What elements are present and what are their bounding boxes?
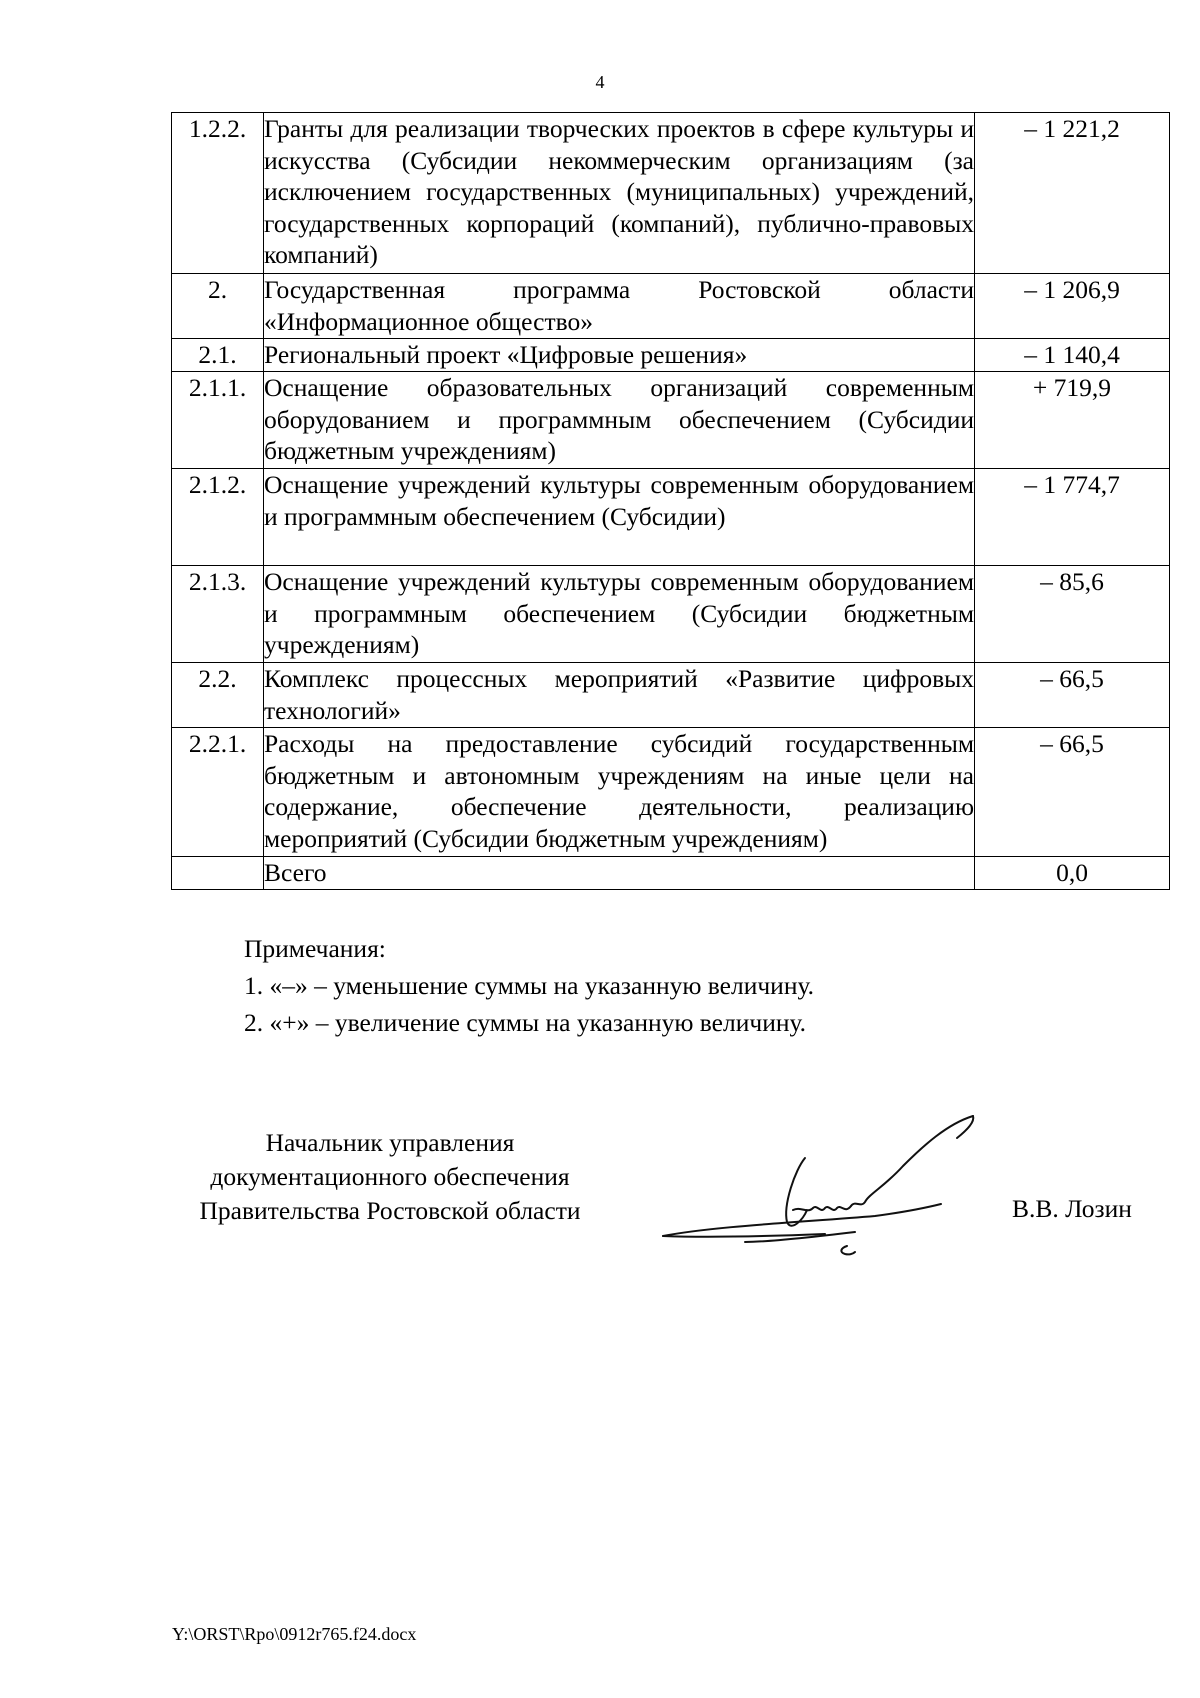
row-number: 1.2.2. [172,113,264,274]
table-row [172,372,1170,469]
row-description: Всего [264,857,975,890]
signatory-line: Правительства Ростовской области [199,1196,581,1225]
file-path-footer: Y:\ORST\Rpo\0912r765.f24.docx [172,1624,417,1644]
row-description: Комплекс процессных мероприятий «Развитие цифровых технологий» [264,663,975,728]
table-row [172,566,1170,663]
row-value: – 1 206,9 [975,274,1170,339]
row-description: Региональный проект «Цифровые решения» [264,339,975,372]
notes-section [244,930,814,1041]
row-number: 2.2. [172,663,264,728]
table-row-total [172,857,1170,890]
row-value: – 85,6 [975,566,1170,663]
row-value: – 66,5 [975,728,1170,857]
table-row [172,663,1170,728]
row-value: – 1 221,2 [975,113,1170,274]
signatory-position [160,1126,620,1228]
signatory-line: документационного обеспечения [210,1162,570,1191]
row-number: 2.1.1. [172,372,264,469]
row-number: 2.1.3. [172,566,264,663]
budget-table [171,112,1170,890]
note-item: 2. «+» – увеличение суммы на указанную величину. [244,1008,807,1037]
notes-title: Примечания: [244,934,386,963]
signatory-line: Начальник управления [265,1128,515,1157]
row-description: Оснащение учреждений культуры современным оборудованием и программным обеспечением (Субсидии) [264,469,975,566]
page-number: 4 [595,72,605,92]
table-row [172,728,1170,857]
table-row [172,113,1170,274]
table-row [172,274,1170,339]
row-description: Расходы на предоставление субсидий государственным бюджетным и автономным учреждениям на иные цели на содержание, обеспечение деятельности, реализацию мероприятий (Субсидии бюджетным учреждениям) [264,728,975,857]
table-row [172,469,1170,566]
row-number: 2.1.2. [172,469,264,566]
row-description: Оснащение учреждений культуры современным оборудованием и программным обеспечением (Субсидии бюджетным учреждениям) [264,566,975,663]
row-description: Оснащение образовательных организаций современным оборудованием и программным обеспечением (Субсидии бюджетным учреждениям) [264,372,975,469]
row-value: + 719,9 [975,372,1170,469]
row-value: – 1 774,7 [975,469,1170,566]
row-number [172,857,264,890]
row-value: – 66,5 [975,663,1170,728]
row-number: 2.2.1. [172,728,264,857]
signatory-name: В.В. Лозин [1012,1194,1132,1223]
table-row [172,339,1170,372]
note-item: 1. «–» – уменьшение суммы на указанную величину. [244,971,815,1000]
row-value: 0,0 [975,857,1170,890]
row-value: – 1 140,4 [975,339,1170,372]
row-description: Гранты для реализации творческих проектов в сфере культуры и искусства (Субсидии некоммерческим организациям (за исключением государственных (муниципальных) учреждений, государственных корпораций (компаний), публично-правовых компаний) [264,113,975,274]
row-number: 2.1. [172,339,264,372]
row-number: 2. [172,274,264,339]
row-description: Государственная программа Ростовской области «Информационное общество» [264,274,975,339]
handwritten-signature [655,1110,985,1260]
